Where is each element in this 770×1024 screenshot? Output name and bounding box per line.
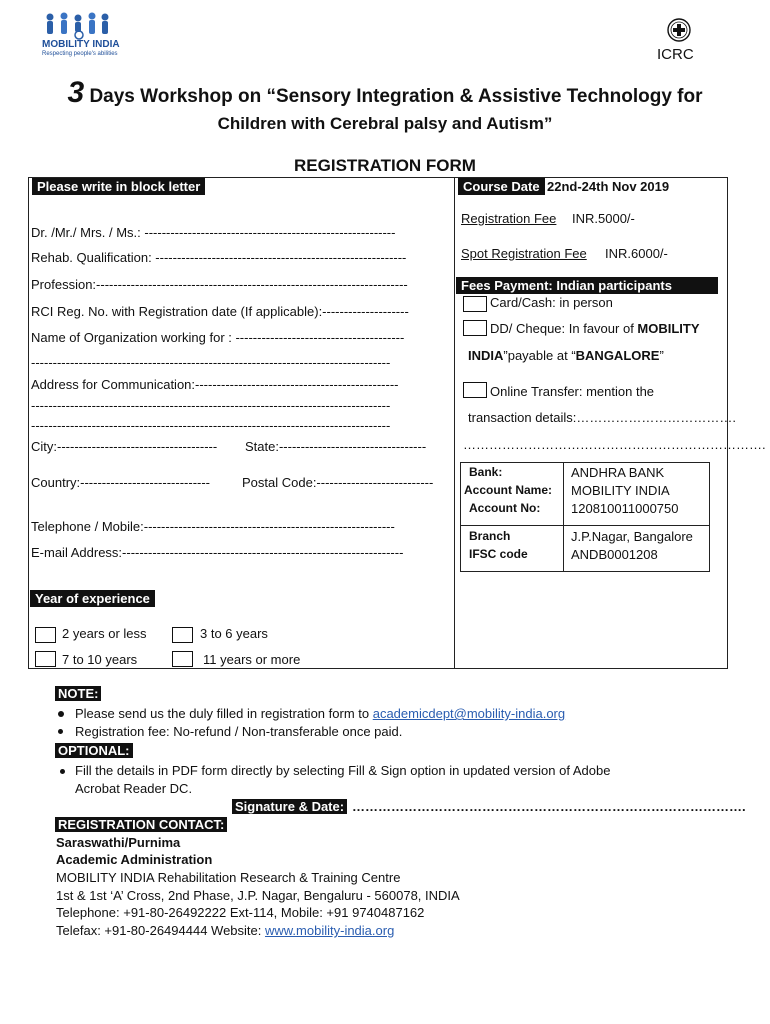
transaction-details-field[interactable]: transaction details:………………………………. [468,410,737,425]
branch-value: J.P.Nagar, Bangalore [571,529,693,544]
note-label: NOTE: [55,686,101,701]
title-line1: Days Workshop on “Sensory Integration & Assistive Technology for [89,86,703,107]
title-number: 3 [67,76,85,109]
registration-contact-label: REGISTRATION CONTACT: [55,817,227,832]
email-link[interactable]: academicdept@mobility-india.org [372,706,566,721]
payment-checkbox-online[interactable] [463,382,487,398]
dd-city: BANGALORE [575,348,660,363]
signature-field[interactable]: ………………………………………………………………………………. [352,799,746,814]
workshop-title-line2: Children with Cerebral palsy and Autism” [217,114,553,133]
note-send-form [75,706,565,721]
logo-tagline: Respecting people's abilities [42,51,118,57]
payment-option-dd-cheque [490,321,700,336]
transaction-details-line2[interactable]: ……………………………………………………………. [463,437,766,452]
course-date-label: Course Date [458,178,545,195]
experience-label: Year of experience [30,590,155,607]
ifsc-value: ANDB0001208 [571,547,658,562]
bank-label: Bank: [469,465,503,479]
qualification-field[interactable]: Rehab. Qualification: ---------------------------------------------------------- [31,250,407,265]
exp-checkbox-2-or-less[interactable] [35,627,56,643]
bank-value: ANDHRA BANK [571,465,665,480]
account-no-value: 120810011000750 [571,501,679,516]
account-no-label: Account No: [469,501,541,515]
registration-fee-label: Registration Fee [461,211,557,226]
spot-fee-value: INR.6000/- [605,246,668,261]
payment-option-card-cash: Card/Cash: in person [490,295,613,310]
state-field[interactable]: State:---------------------------------- [245,439,427,454]
dd-text: DD/ Cheque: In favour of [490,321,638,336]
spot-fee-label: Spot Registration Fee [461,246,587,261]
course-date-value: 22nd-24th Nov 2019 [547,179,670,194]
form-title: REGISTRATION FORM [294,156,476,175]
form-divider [454,177,455,669]
workshop-title [0,76,770,110]
contact-phone: Telephone: +91-80-26492222 Ext-114, Mobile: +91 9740487162 [56,905,425,920]
contact-organization: MOBILITY INDIA Rehabilitation Research & Training Centre [56,870,401,885]
exp-checkbox-3-to-6[interactable] [172,627,193,643]
bullet-icon [60,769,65,774]
city-field[interactable]: City:------------------------------------- [31,439,218,454]
exp-checkbox-11-or-more[interactable] [172,651,193,667]
icrc-text: ICRC [657,46,694,63]
contact-address: 1st & 1st ‘A’ Cross, 2nd Phase, J.P. Nagar, Bengaluru - 560078, INDIA [56,888,460,903]
account-name-label: Account Name: [464,483,553,497]
exp-label-7-to-10: 7 to 10 years [62,652,138,667]
logo-name: MOBILITY INDIA [42,39,120,50]
account-name-value: MOBILITY INDIA [571,483,670,498]
people-figures-icon [42,12,116,40]
branch-label: Branch [469,529,511,543]
contact-department: Academic Administration [56,852,213,867]
organization-field-line2[interactable]: ----------------------------------------------------------------------------------- [31,355,391,370]
bank-table-separator [461,525,709,526]
signature-label: Signature & Date: [232,799,347,814]
payment-checkbox-dd-cheque[interactable] [463,320,487,336]
ifsc-label: IFSC code [469,547,528,561]
address-field[interactable]: Address for Communication:----------------------------------------------- [31,377,399,392]
contact-fax: Telefax: +91-80-26494444 Website: [56,923,265,938]
icrc-logo [655,18,705,66]
payment-checkbox-card-cash[interactable] [463,296,487,312]
fees-payment-label: Fees Payment: Indian participants [456,277,718,294]
registration-fee-value: INR.5000/- [572,211,635,226]
exp-label-3-to-6: 3 to 6 years [200,626,268,641]
bank-details-table [460,462,710,572]
red-cross-emblem-icon [667,18,691,42]
organization-field[interactable]: Name of Organization working for : --------------------------------------- [31,330,405,345]
bullet-icon [58,729,63,734]
optional-instruction: Fill the details in PDF form directly by selecting Fill & Sign option in updated version of Adobe [75,763,611,778]
profession-field[interactable]: Profession:------------------------------------------------------------------------ [31,277,408,292]
exp-label-11-or-more: 11 years or more [203,652,301,667]
contact-fax-website [56,923,394,938]
address-field-line2[interactable]: ----------------------------------------------------------------------------------- [31,398,391,413]
dd-payee-line2: INDIA [468,348,504,363]
note-fee-policy: Registration fee: No-refund / Non-transferable once paid. [75,724,403,739]
bank-table-divider [563,463,564,571]
dd-end: ” [659,348,664,363]
dd-payee: MOBILITY [637,321,700,336]
payment-option-online: Online Transfer: mention the [490,384,655,399]
rci-reg-field[interactable]: RCI Reg. No. with Registration date (If applicable):-------------------- [31,304,409,319]
note-send-text: Please send us the duly filled in registration form to [75,706,373,721]
optional-instruction-line2: Acrobat Reader DC. [75,781,193,796]
name-field[interactable]: Dr. /Mr./ Mrs. / Ms.: ---------------------------------------------------------- [31,225,396,240]
mobility-india-logo [40,12,120,60]
email-field[interactable]: E-mail Address:----------------------------------------------------------------- [31,545,404,560]
address-field-line3[interactable]: ----------------------------------------------------------------------------------- [31,418,391,433]
payment-option-dd-line2 [468,348,664,363]
country-field[interactable]: Country:------------------------------ [31,475,211,490]
bullet-icon [58,711,64,717]
optional-label: OPTIONAL: [55,743,133,758]
exp-checkbox-7-to-10[interactable] [35,651,56,667]
block-letter-instruction: Please write in block letter [32,178,205,195]
telephone-field[interactable]: Telephone / Mobile:---------------------------------------------------------- [31,519,395,534]
postal-code-field[interactable]: Postal Code:--------------------------- [242,475,434,490]
website-link[interactable]: www.mobility-india.org [264,923,395,938]
exp-label-2-or-less: 2 years or less [62,626,147,641]
contact-name: Saraswathi/Purnima [56,835,181,850]
dd-payable: ”payable at “ [503,348,576,363]
